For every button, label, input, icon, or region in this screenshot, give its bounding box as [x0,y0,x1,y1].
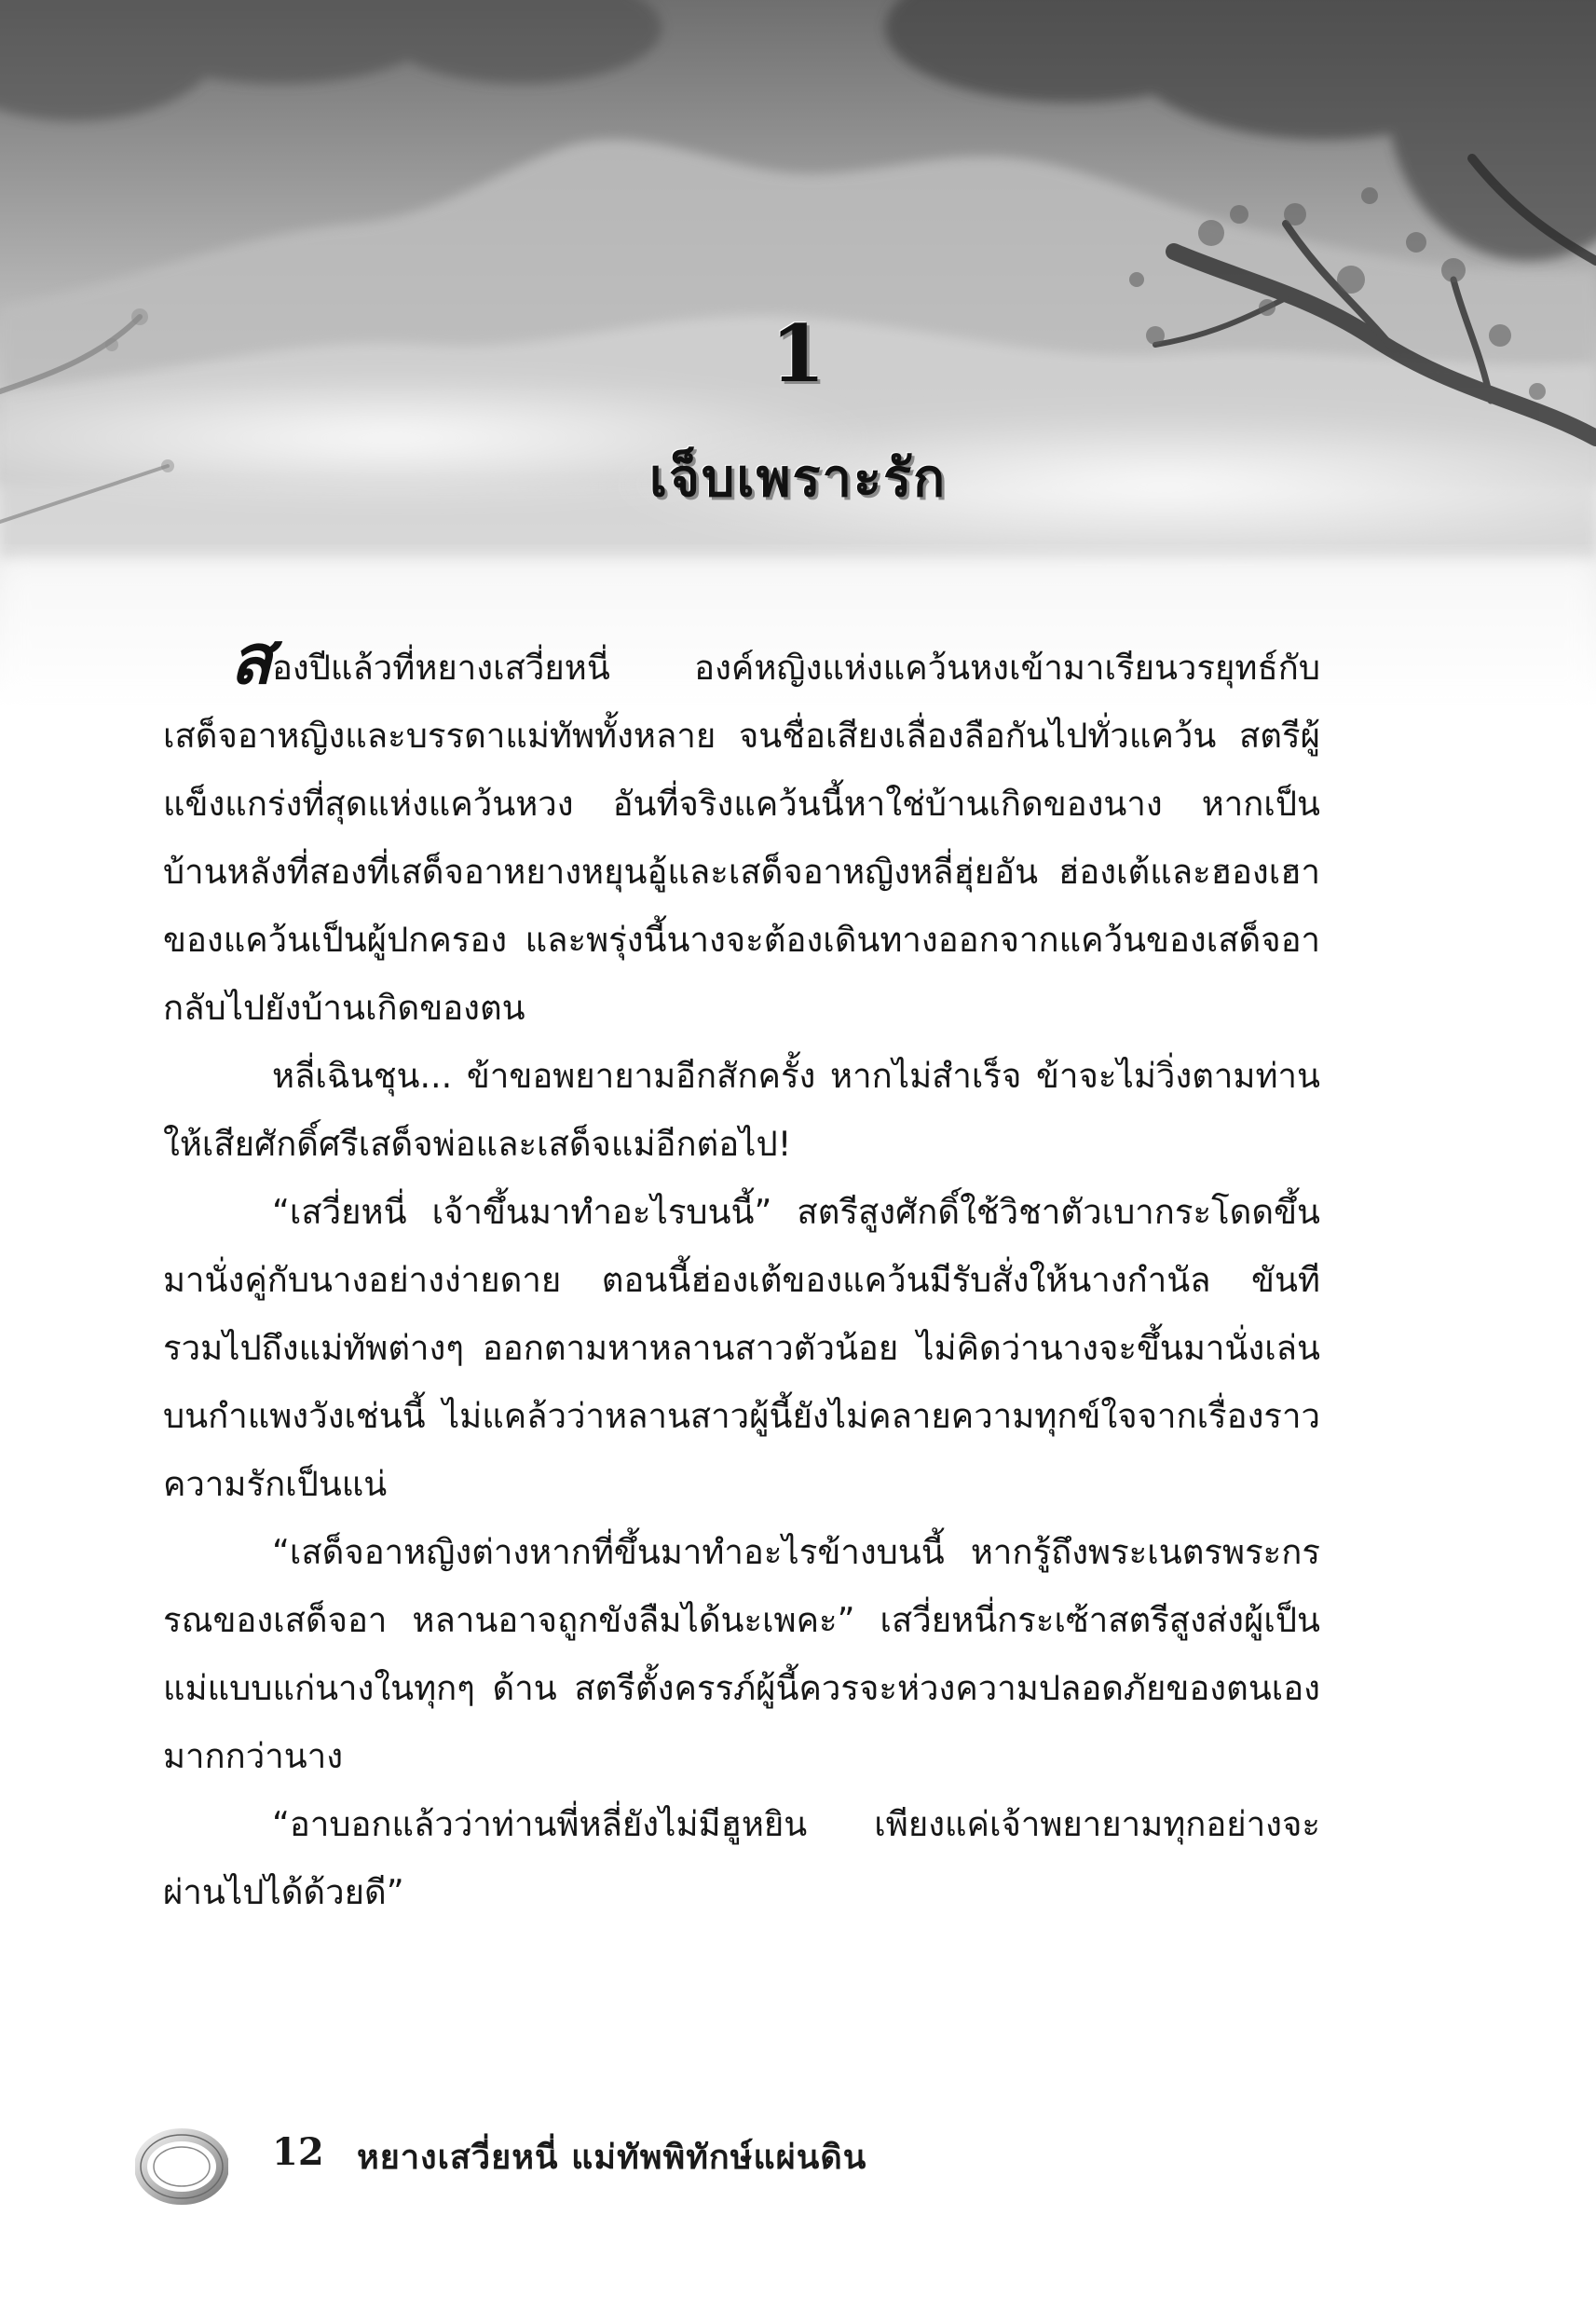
paragraph: หลี่เฉินชุน... ข้าขอพยายามอีกสักครั้ง หากไม่สำเร็จ ข้าจะไม่วิ่งตามท่านให้เสียศักดิ์ศรีเสด็จพ่อและเสด็จแม่อีกต่อไป! [163,1056,1320,1164]
paragraph: “เสวี่ยหนี่ เจ้าขึ้นมาทำอะไรบนนี้” สตรีสูงศักดิ์ใช้วิชาตัวเบากระโดดขึ้นมานั่งคู่กับนางอย่างง่ายดาย ตอนนี้ฮ่องเต้ของแคว้นมีรับสั่งให้นางกำนัล ขันที รวมไปถึงแม่ทัพต่างๆ ออกตามหาหลานสาวตัวน้อย ไม่คิดว่านางจะขึ้นมานั่งเล่นบนกำแพงวังเช่นนี้ ไม่แคล้วว่าหลานสาวผู้นี้ยังไม่คลายความทุกข์ใจจากเรื่องราวความรักเป็นแน่ [163,1192,1320,1504]
paragraph-text: องปีแล้วที่หยางเสวี่ยหนี่ องค์หญิงแห่งแคว้นหงเข้ามาเรียนวรยุทธ์กับเสด็จอาหญิงและบรรดาแม่ทัพทั้งหลาย จนชื่อเสียงเลื่องลือกันไปทั่วแคว้น สตรีผู้แข็งแกร่งที่สุดแห่งแคว้นหวง อันที่จริงแคว้นนี้หาใช่บ้านเกิดของนาง หากเป็นบ้านหลังที่สองที่เสด็จอาหยางหยุนอู้และเสด็จอาหญิงหลี่ฮุ่ยอัน ฮ่องเต้และฮองเฮาของแคว้นเป็นผู้ปกครอง และพรุ่งนี้นางจะต้องเดินทางออกจากแคว้นของเสด็จอากลับไปยังบ้านเกิดของตน [163,648,1320,1028]
jade-ring-icon [135,2115,228,2208]
paragraph: “อาบอกแล้วว่าท่านพี่หลี่ยังไม่มีฮูหยิน เพียงแค่เจ้าพยายามทุกอย่างจะผ่านไปได้ด้วยดี” [163,1804,1320,1912]
chapter-number: 1 [771,308,825,400]
chapter-title: เจ็บเพราะรัก [648,447,948,509]
body-text [163,620,1320,1926]
drop-cap: ส [229,620,272,700]
running-title: หยางเสวี่ยหนี่ แม่ทัพพิทักษ์แผ่นดิน [357,2138,867,2177]
page-number: 12 [272,2130,324,2174]
paragraph: “เสด็จอาหญิงต่างหากที่ขึ้นมาทำอะไรข้างบนนี้ หากรู้ถึงพระเนตรพระกรรณของเสด็จอา หลานอาจถูกขังลืมได้นะเพคะ” เสวี่ยหนี่กระเซ้าสตรีสูงส่งผู้เป็นแม่แบบแก่นางในทุกๆ ด้าน สตรีตั้งครรภ์ผู้นี้ควรจะห่วงความปลอดภัยของตนเองมากกว่านาง [163,1532,1320,1776]
paragraph [163,620,1320,1042]
